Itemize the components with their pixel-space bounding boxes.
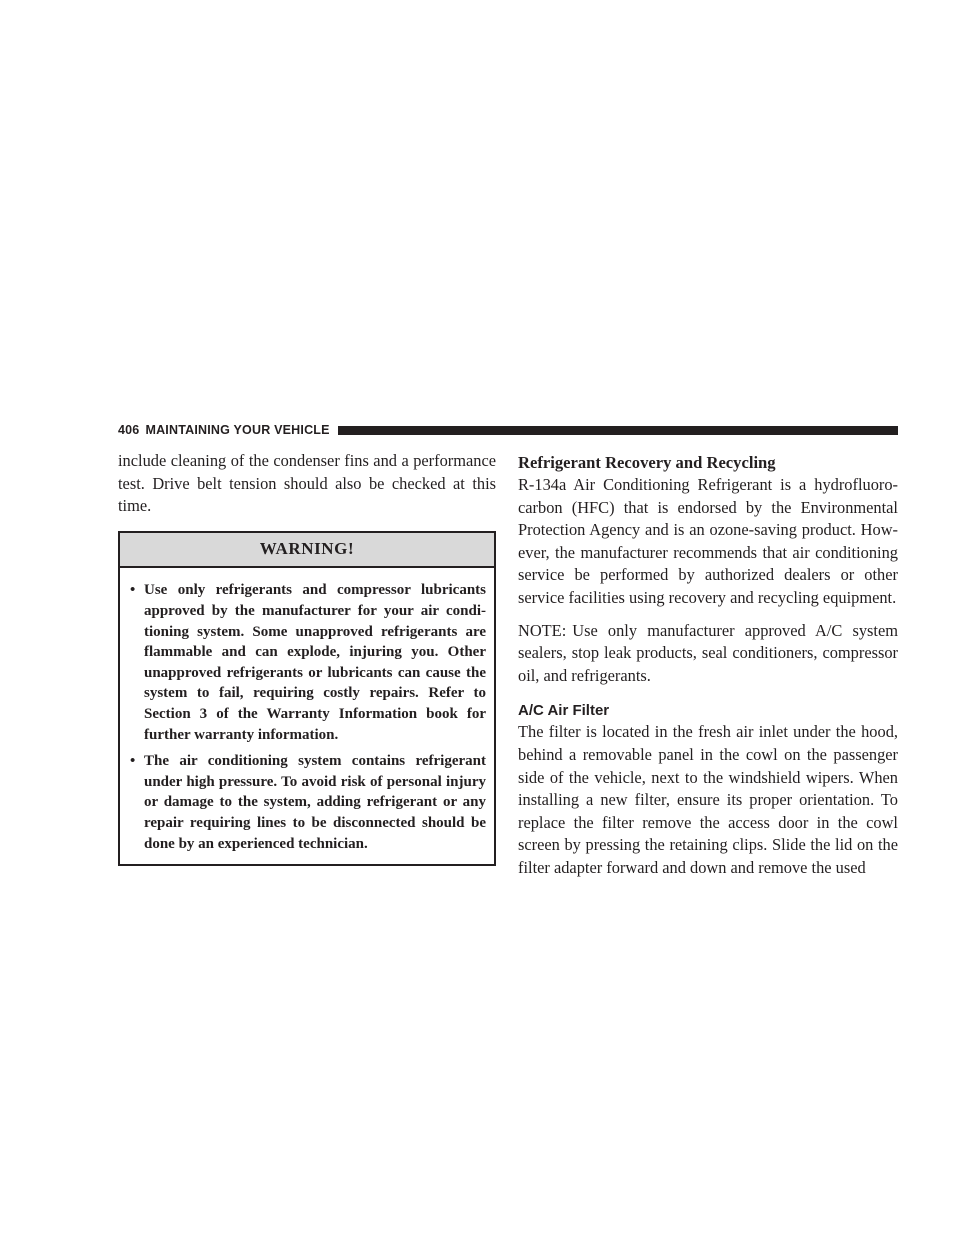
recovery-heading: Refrigerant Recovery and Recycling	[518, 453, 776, 472]
note-text: Use only manufacturer approved A/C system sealers, stop leak products, seal conditioners, compressor oil, and refrigerants.	[518, 620, 898, 685]
warning-item-text: Use only refrigerants and compressor lubricants approved by the manufacturer for your air condi- tioning system. Some unapproved refrigerants are flammable and can explode, injuring you. Other unapproved refrigerants or lubricants can cause the system to fail, requiring costly repairs. Refer to Section 3 of the Warranty Information book for further warranty information.	[144, 582, 486, 743]
warning-item	[130, 580, 486, 745]
left-column	[118, 450, 496, 866]
bullet-icon: •	[130, 753, 136, 770]
filter-paragraph: The filter is located in the fresh air inlet under the hood, behind a removable panel in the cowl on the passenger side of the vehicle, next to the windshield wipers. When installing a new filter, ensure its proper orientation. To replace the filter remove the access door in the cowl screen by pressing the retaining clips. Slide the lid on the filter adapter forward and down and remove the used	[518, 722, 898, 877]
section-title: MAINTAINING YOUR VEHICLE	[145, 423, 330, 437]
note-paragraph	[518, 620, 898, 688]
page-number: 406	[118, 423, 140, 437]
bullet-icon: •	[130, 582, 136, 599]
header-rule	[338, 426, 898, 435]
warning-item-text: The air conditioning system contains refrigerant under high pressure. To avoid risk of personal injury or damage to the system, adding refrigerant or any repair requiring lines to be disconnected should be done by an experienced technician.	[144, 753, 486, 852]
recovery-paragraph: R-134a Air Conditioning Refrigerant is a hydrofluoro- carbon (HFC) that is endorsed by the Environmental Protection Agency and is an ozone-saving product. How- ever, the manufacturer recommends that air conditioning service be performed by authorized dealers or other service facilities using recovery and recycling equipment.	[518, 475, 898, 607]
page-header	[118, 420, 898, 440]
warning-item	[130, 751, 486, 854]
warning-title: WARNING!	[120, 533, 494, 569]
right-column	[518, 450, 898, 880]
warning-box	[118, 531, 496, 866]
warning-list	[120, 568, 494, 864]
intro-paragraph: include cleaning of the condenser fins and a performance test. Drive belt tension should also be checked at this time.	[118, 451, 496, 516]
filter-heading: A/C Air Filter	[518, 702, 610, 720]
note-label: NOTE:	[518, 620, 567, 640]
